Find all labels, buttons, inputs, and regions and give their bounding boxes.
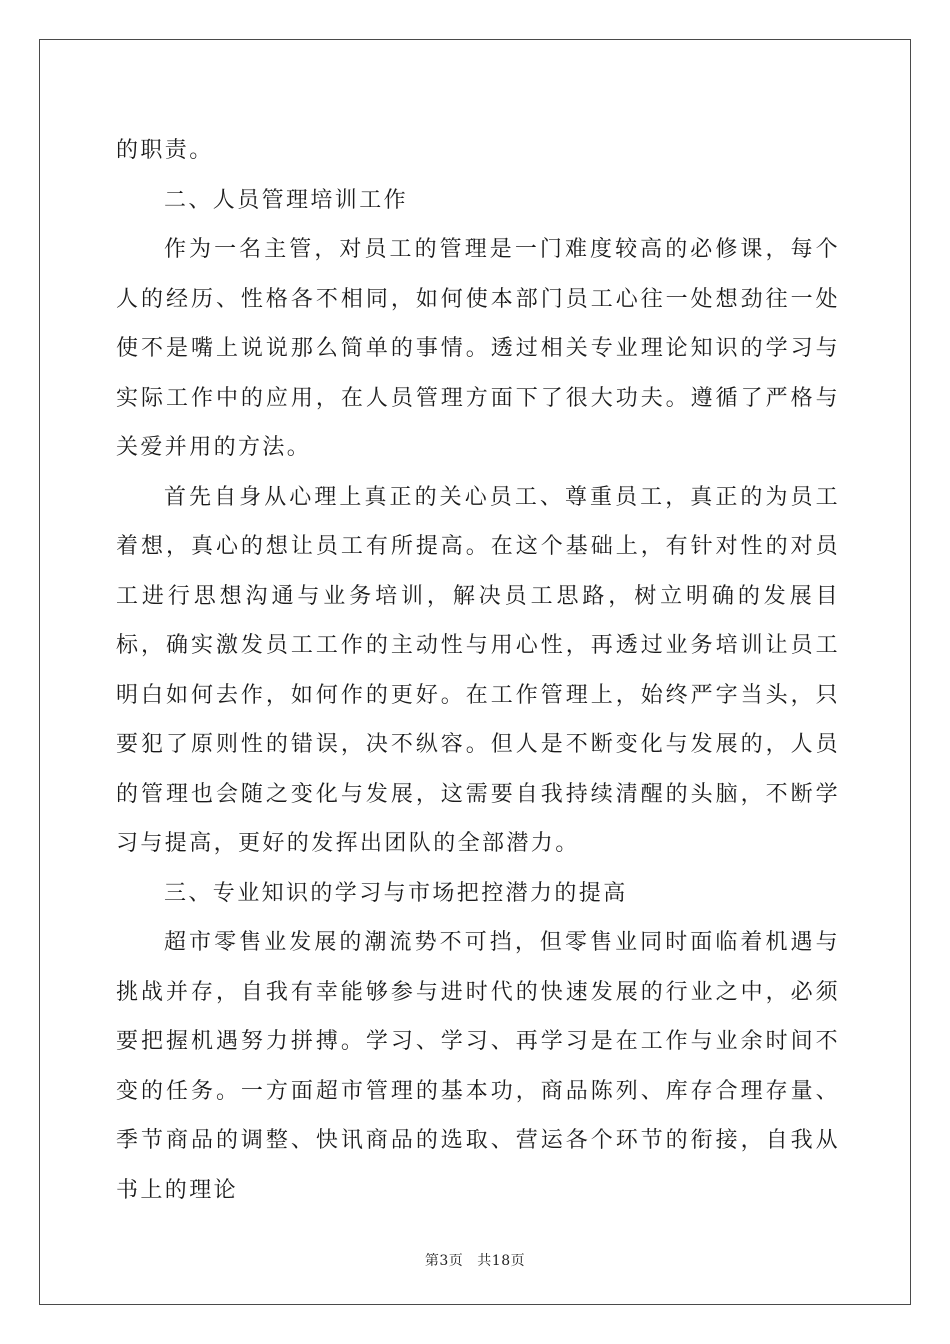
- paragraph-6: 超市零售业发展的潮流势不可挡，但零售业同时面临着机遇与挑战并存，自我有幸能够参与进时代的快速发展的行业之中，必须要把握机遇努力拼搏。学习、学习、再学习是在工作与业余时间不变的任务。一方面超市管理的基本功，商品陈列、库存合理存量、季节商品的调整、快讯商品的选取、营运各个环节的衔接，自我从书上的理论: [116, 930, 840, 1203]
- page-number: 第3页: [424, 1253, 464, 1269]
- section-heading-3: 三、专业知识的学习与市场把控潜力的提高: [164, 880, 628, 906]
- paragraph-4: 首先自身从心理上真正的关心员工、尊重员工，真正的为员工着想，真心的想让员工有所提高。在这个基础上，有针对性的对员工进行思想沟通与业务培训，解决员工思路，树立明确的发展目标，确实激发员工工作的主动性与用心性，再透过业务培训让员工明白如何去作，如何作的更好。在工作管理上，始终严字当头，只要犯了原则性的错误，决不纵容。但人是不断变化与发展的，人员的管理也会随之变化与发展，这需要自我持续清醒的头脑，不断学习与提高，更好的发挥出团队的全部潜力。: [116, 484, 840, 856]
- section-heading-2: 二、人员管理培训工作: [164, 187, 409, 213]
- paragraph-1: 的职责。: [116, 138, 214, 163]
- page-total: 共18页: [477, 1253, 526, 1269]
- page-footer: [0, 1250, 950, 1270]
- paragraph-3: 作为一名主管，对员工的管理是一门难度较高的必修课，每个人的经历、性格各不相同，如何使本部门员工心往一处想劲往一处使不是嘴上说说那么简单的事情。透过相关专业理论知识的学习与实际工作中的应用，在人员管理方面下了很大功夫。遵循了严格与关爱并用的方法。: [116, 237, 840, 460]
- document-body: [116, 126, 840, 1215]
